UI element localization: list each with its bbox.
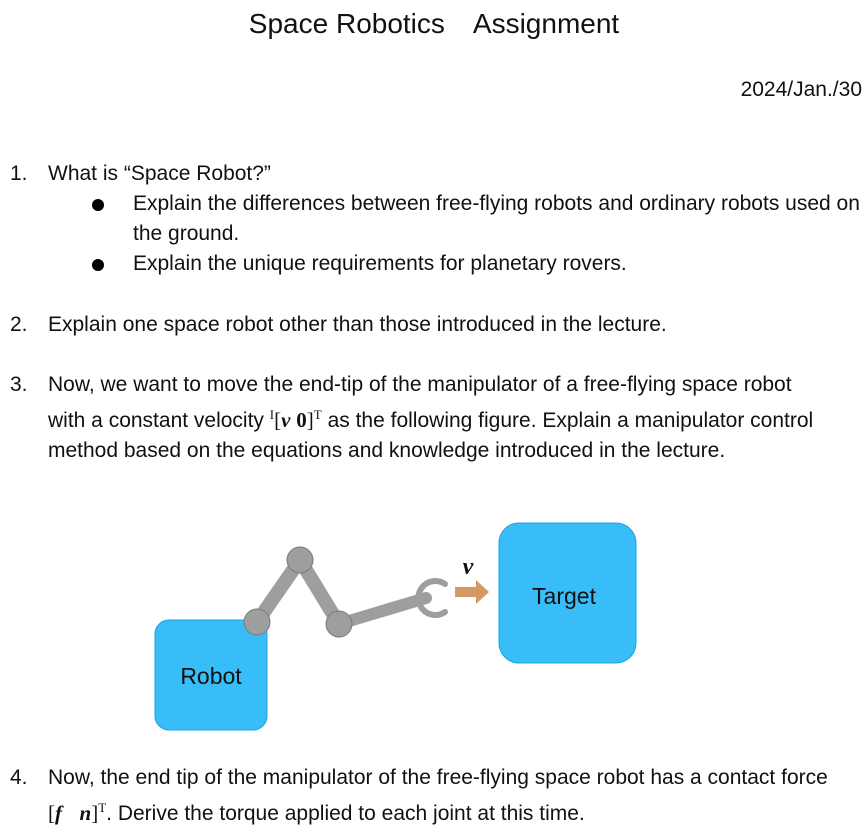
question-text: [48, 763, 838, 829]
math-bracket: [: [274, 408, 282, 432]
manipulator-arm: [244, 547, 445, 637]
transpose-superscript: T: [98, 800, 107, 815]
transpose-superscript: T: [313, 407, 322, 422]
target-label: Target: [532, 583, 596, 609]
math-velocity-symbol: v: [281, 408, 291, 432]
arm-link-3: [339, 598, 426, 624]
question-number: 3.: [10, 373, 28, 396]
question-text: What is “Space Robot?”: [48, 162, 271, 185]
question-text: Explain one space robot other than those introduced in the lecture.: [48, 313, 667, 336]
question-number: 4.: [10, 766, 28, 789]
joint-3: [326, 611, 352, 637]
question-text-part: Now, the end tip of the manipulator of the free-flying space robot has a contact force: [48, 766, 828, 789]
velocity-arrow-icon: [455, 580, 489, 604]
question-text-part: as the following figure. Explain a manipulator control method based on the equations and knowledge introduced in the lecture.: [48, 409, 814, 462]
question-text-part: Now, we want to move the end-tip of the manipulator of a free-flying space robot with a constant velocity: [48, 373, 792, 432]
math-zero-vector: 0: [296, 408, 307, 432]
math-force-symbol: f: [55, 801, 62, 825]
math-bracket: ]: [91, 801, 99, 825]
question-number: 2.: [10, 313, 28, 336]
math-moment-symbol: n: [79, 801, 92, 825]
joint-2: [287, 547, 313, 573]
frame-superscript: I: [269, 407, 275, 422]
bullet-text: Explain the unique requirements for planetary rovers.: [133, 252, 627, 275]
math-bracket: [: [48, 801, 55, 825]
question-text-part: . Derive the torque applied to each joint at this time.: [106, 802, 585, 825]
velocity-label: v: [462, 554, 474, 580]
bullet-text: Explain the differences between free-flying robots and ordinary robots used on the ground.: [133, 192, 860, 245]
assignment-date: 2024/Jan./30: [740, 78, 862, 101]
robot-label: Robot: [180, 663, 242, 689]
question-number: 1.: [10, 162, 28, 185]
page-title: Space Robotics Assignment: [248, 8, 620, 39]
math-bracket: ]: [306, 408, 314, 432]
joint-1: [244, 609, 270, 635]
